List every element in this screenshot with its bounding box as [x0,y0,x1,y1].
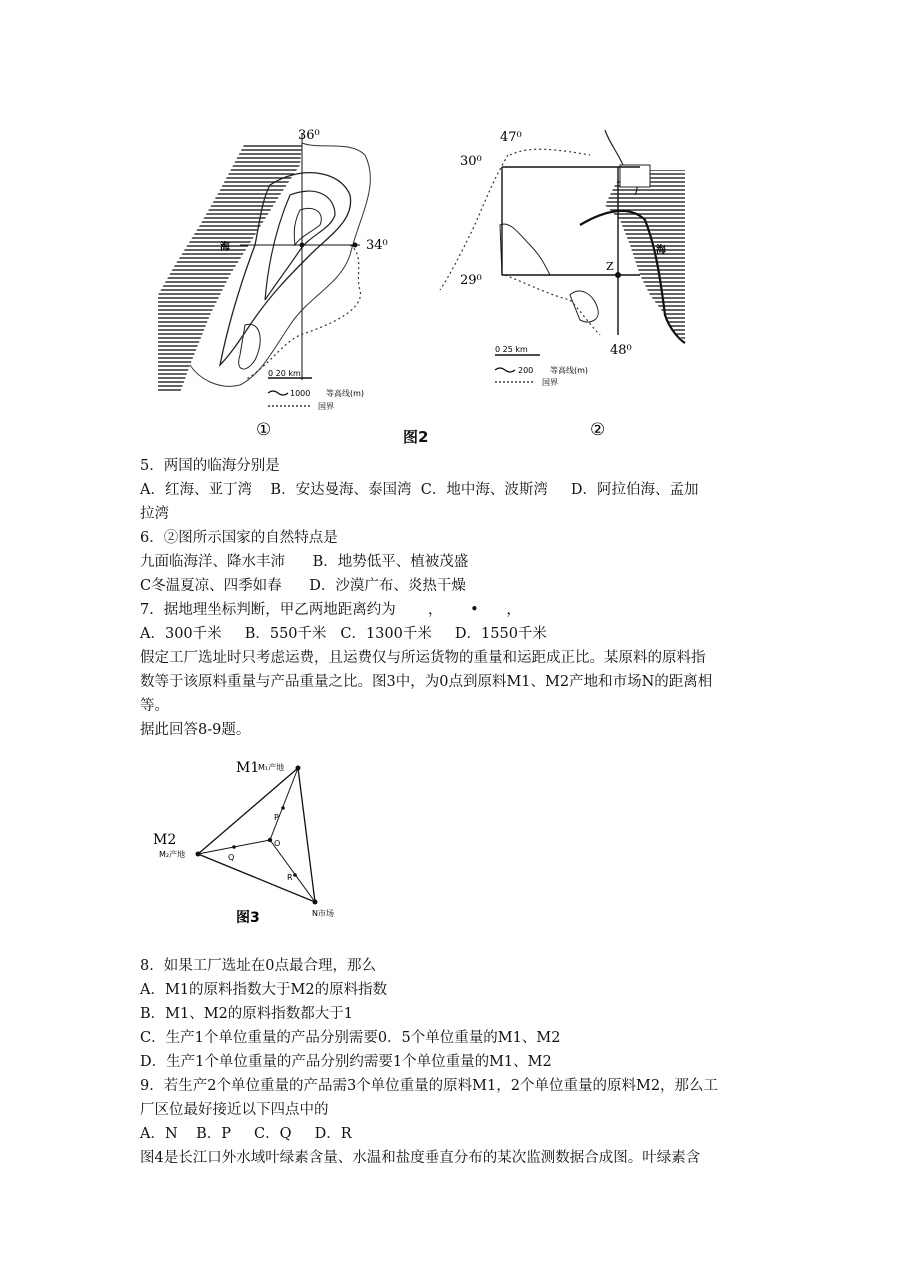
m1-label: M1 [236,760,260,776]
q6-stem: 6．②图所示国家的自然特点是 [140,530,338,546]
q6-options-cd: C冬温夏凉、四季如春 D．沙漠广布、炎热干燥 [140,578,466,594]
map1-contour-value: 1000 [290,389,311,398]
map1-border-legend: 国界 [318,402,334,411]
passage-prompt: 据此回答8-9题。 [140,722,251,738]
q5-stem: 5．两国的临海分别是 [140,458,280,474]
point-p: P [274,813,279,822]
q9-stem: 9．若生产2个单位重量的产品需3个单位重量的原料M1，2个单位重量的原料M2，那么工 [140,1078,719,1094]
figure3-caption: 图3 [236,910,260,926]
m2-sub-label: M₂产地 [159,850,186,859]
map-1 [150,125,420,450]
n-market-label: N市场 [312,909,334,918]
map2-number: ② [590,420,606,440]
passage-line-2: 数等于该原料重量与产品重量之比。图3中，为0点到原料M1、M2产地和市场N的距离相 [140,674,713,690]
q8-option-a: A．M1的原料指数大于M2的原料指数 [140,982,388,998]
point-o: O [274,839,281,848]
map2-scale: 0 25 km [495,345,528,354]
map2-sea-label: 海 [656,245,666,256]
q8-stem: 8．如果工厂选址在0点最合理，那么 [140,958,376,974]
sea-area [158,143,302,393]
map2-point-z: Z [606,260,614,273]
map2-contour-value: 200 [518,366,534,375]
q8-option-b: B．M1、M2的原料指数都大于1 [140,1006,354,1022]
passage-line-3: 等。 [140,698,169,714]
q8-option-d: D．生产1个单位重量的产品分别约需要1个单位重量的M1、M2 [140,1054,552,1070]
passage-line-1: 假定工厂选址时只考虑运费，且运费仅与所运货物的重量和运距成正比。某原料的原料指 [140,650,706,666]
map-2 [430,125,690,450]
m1-sub-label: M₁产地 [258,763,285,772]
map1-lat-top: 36⁰ [298,128,320,143]
map2-lat-top: 30⁰ [460,154,482,169]
figure4-intro: 图4是长江口外水域叶绿素含量、水温和盐度垂直分布的某次监测数据合成图。叶绿素含 [140,1150,701,1166]
q5-options-cont: 拉湾 [140,506,169,522]
figure-3-triangle [150,750,370,930]
q9-stem-cont: 厂区位最好接近以下四点中的 [140,1102,329,1118]
q5-options: A．红海、亚丁湾 B．安达曼海、泰国湾 C．地中海、波斯湾 D．阿拉伯海、孟加 [140,482,699,498]
q7-stem: 7．据地理坐标判断，甲乙两地距离约为 ， • ， [140,602,521,618]
q9-options: A．N B．P C．Q D．R [140,1126,352,1142]
map2-lon-bottom: 48⁰ [610,343,632,358]
map1-number: ① [256,420,272,440]
map1-sea-label: 海 [220,242,230,253]
map1-lat-mid: 34⁰ [366,238,388,253]
q8-option-c: C．生产1个单位重量的产品分别需要0．5个单位重量的M1、M2 [140,1030,561,1046]
map2-contour-unit: 等高线(m) [550,366,589,375]
map1-scale: 0 20 km [268,369,301,378]
q7-options: A．300千米 B．550千米 C．1300千米 D．1550千米 [140,626,547,642]
sea-area-2 [605,170,685,340]
map2-border-legend: 国界 [542,378,558,387]
q6-options-ab: 九面临海洋、降水丰沛 B．地势低平、植被茂盛 [140,554,469,570]
point-r: R [287,873,293,882]
point-q: Q [228,853,235,862]
figure2-caption: 图2 [403,428,429,446]
m2-label: M2 [153,832,177,848]
map1-contour-unit: 等高线(m) [326,389,365,398]
map2-lat-bottom: 29⁰ [460,273,482,288]
map2-lon-top: 47⁰ [500,130,522,145]
